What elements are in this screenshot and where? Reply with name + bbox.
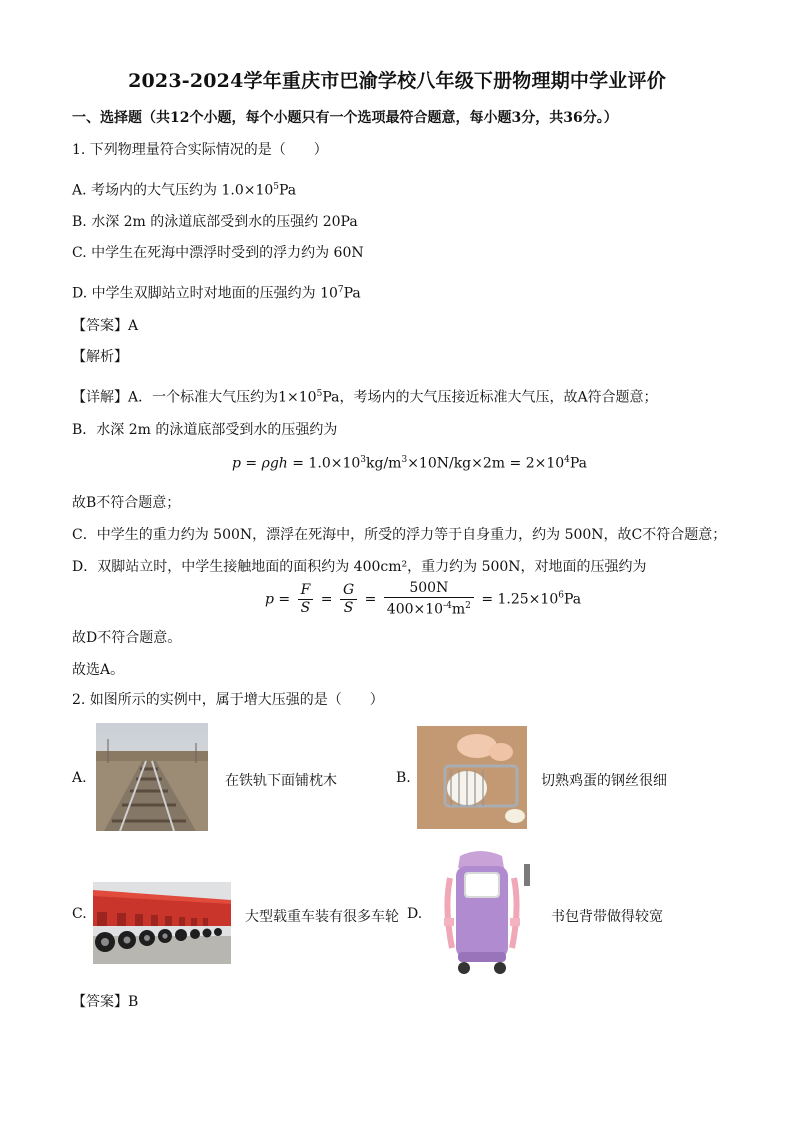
- q1-option-a-exp: 5: [273, 182, 280, 192]
- formula-b-exp3: 4: [564, 455, 570, 465]
- formula-d-lhs: p: [265, 591, 274, 608]
- q1-option-d-text: D. 中学生双脚站立时对地面的压强约为: [72, 285, 316, 302]
- detail-a-mantissa: 1×10: [278, 389, 317, 406]
- formula-d-result: = 1.25×10: [481, 591, 559, 608]
- formula-d-exp: 6: [558, 590, 564, 601]
- fraction-f-over-s: $\frac{F}{S}$: [298, 582, 314, 617]
- q1-option-b: B. 水深 2m 的泳道底部受到水的压强约 20Pa: [72, 214, 358, 230]
- detail-a-prefix: 【详解】A．一个标准大气压约为: [72, 389, 279, 406]
- q1-detail-b-end: 故B不符合题意；: [72, 495, 181, 511]
- fraction-g-over-s: $\frac{G}{S}$: [340, 582, 357, 617]
- q1-detail-b-intro: B．水深 2m 的泳道底部受到水的压强约为: [72, 422, 338, 438]
- q1-option-d: [72, 280, 361, 304]
- formula-b-lhs: p: [232, 455, 241, 472]
- backpack-image: [430, 848, 530, 980]
- q1-option-a: [72, 177, 296, 201]
- formula-d-unit: Pa: [563, 591, 582, 608]
- q1-option-c: C. 中学生在死海中漂浮时受到的浮力约为 60N: [72, 245, 364, 261]
- q2-answer: 【答案】B: [72, 994, 139, 1010]
- formula-b-unit1: kg/m: [366, 455, 402, 472]
- q1-option-d-mantissa: 10: [320, 285, 338, 302]
- formula-b-value1: = 1.0×10: [287, 455, 361, 472]
- formula-b-mid: ×10N/kg×2m = 2×10: [407, 455, 565, 472]
- formula-b-rho: ρ: [261, 455, 270, 472]
- formula-b-gh: gh: [269, 455, 288, 472]
- q2-option-a-letter: A.: [72, 770, 87, 786]
- section-heading: 一、选择题（共12个小题，每个小题只有一个选项最符合题意，每小题3分，共36分。）: [72, 110, 618, 126]
- formula-b-unit2: Pa: [569, 455, 588, 472]
- q2-option-a-text: 在铁轨下面铺枕木: [225, 773, 337, 789]
- q1-detail-d-intro: D．双脚站立时，中学生接触地面的面积约为 400cm²，重力约为 500N，对地面的压强约为: [72, 559, 647, 575]
- q2-option-c-text: 大型载重车装有很多车轮: [245, 909, 399, 925]
- railway-image: [96, 723, 208, 831]
- q1-detail-a: [72, 384, 658, 408]
- q2-stem: 2. 如图所示的实例中，属于增大压强的是（ ）: [72, 692, 384, 708]
- q1-detail-d-end: 故D不符合题意。: [72, 630, 182, 646]
- q2-option-b-letter: B.: [396, 770, 411, 786]
- detail-a-exp: 5: [316, 389, 323, 399]
- q1-option-a-mantissa: 1.0×10: [221, 182, 274, 199]
- q1-stem: 1. 下列物理量符合实际情况的是（ ）: [72, 142, 328, 158]
- formula-b-exp1: 3: [360, 455, 367, 465]
- formula-b-exp2: 3: [401, 455, 408, 465]
- q2-option-b-text: 切熟鸡蛋的钢丝很细: [541, 773, 667, 789]
- q1-option-a-unit: Pa: [279, 182, 297, 199]
- q2-option-d-letter: D.: [407, 906, 423, 922]
- q1-detail-c: C．中学生的重力约为 500N，漂浮在死海中，所受的浮力等于自身重力，约为 500N，故C不符合题意；: [72, 527, 727, 543]
- q1-option-d-unit: Pa: [343, 285, 361, 302]
- page-title: 2023-2024学年重庆市巴渝学校八年级下册物理期中学业评价: [128, 70, 666, 92]
- formula-b: $p = \rho gh = 1.0\times 10^3kg/m^3\times 10N/kg\times 2m = 2\times 10^4Pa$: [232, 455, 588, 472]
- q1-option-a-text: A. 考场内的大气压约为: [72, 182, 218, 199]
- formula-d: p = $\frac{F}{S}$ = $\frac{G}{S}$ = $\frac{500N}{400\times 10^{-4}m^2}$ = $1.25\times 10^6Pa$: [265, 580, 582, 618]
- q1-option-d-exp: 7: [337, 285, 344, 295]
- q2-option-d-text: 书包背带做得较宽: [551, 909, 663, 925]
- fraction-values: $\frac{500N}{400\times 10^{-4}m^2}$: [384, 580, 474, 619]
- q1-answer: 【答案】A: [72, 318, 139, 334]
- detail-a-unit: Pa: [322, 389, 340, 406]
- q1-conclusion: 故选A。: [72, 662, 125, 678]
- heavy-truck-image: [93, 882, 231, 964]
- detail-a-suffix: ，考场内的大气压接近标准大气压，故A符合题意；: [339, 389, 658, 406]
- q2-option-c-letter: C.: [72, 906, 87, 922]
- q1-analysis-tag: 【解析】: [72, 349, 128, 365]
- egg-slicer-image: [417, 726, 527, 829]
